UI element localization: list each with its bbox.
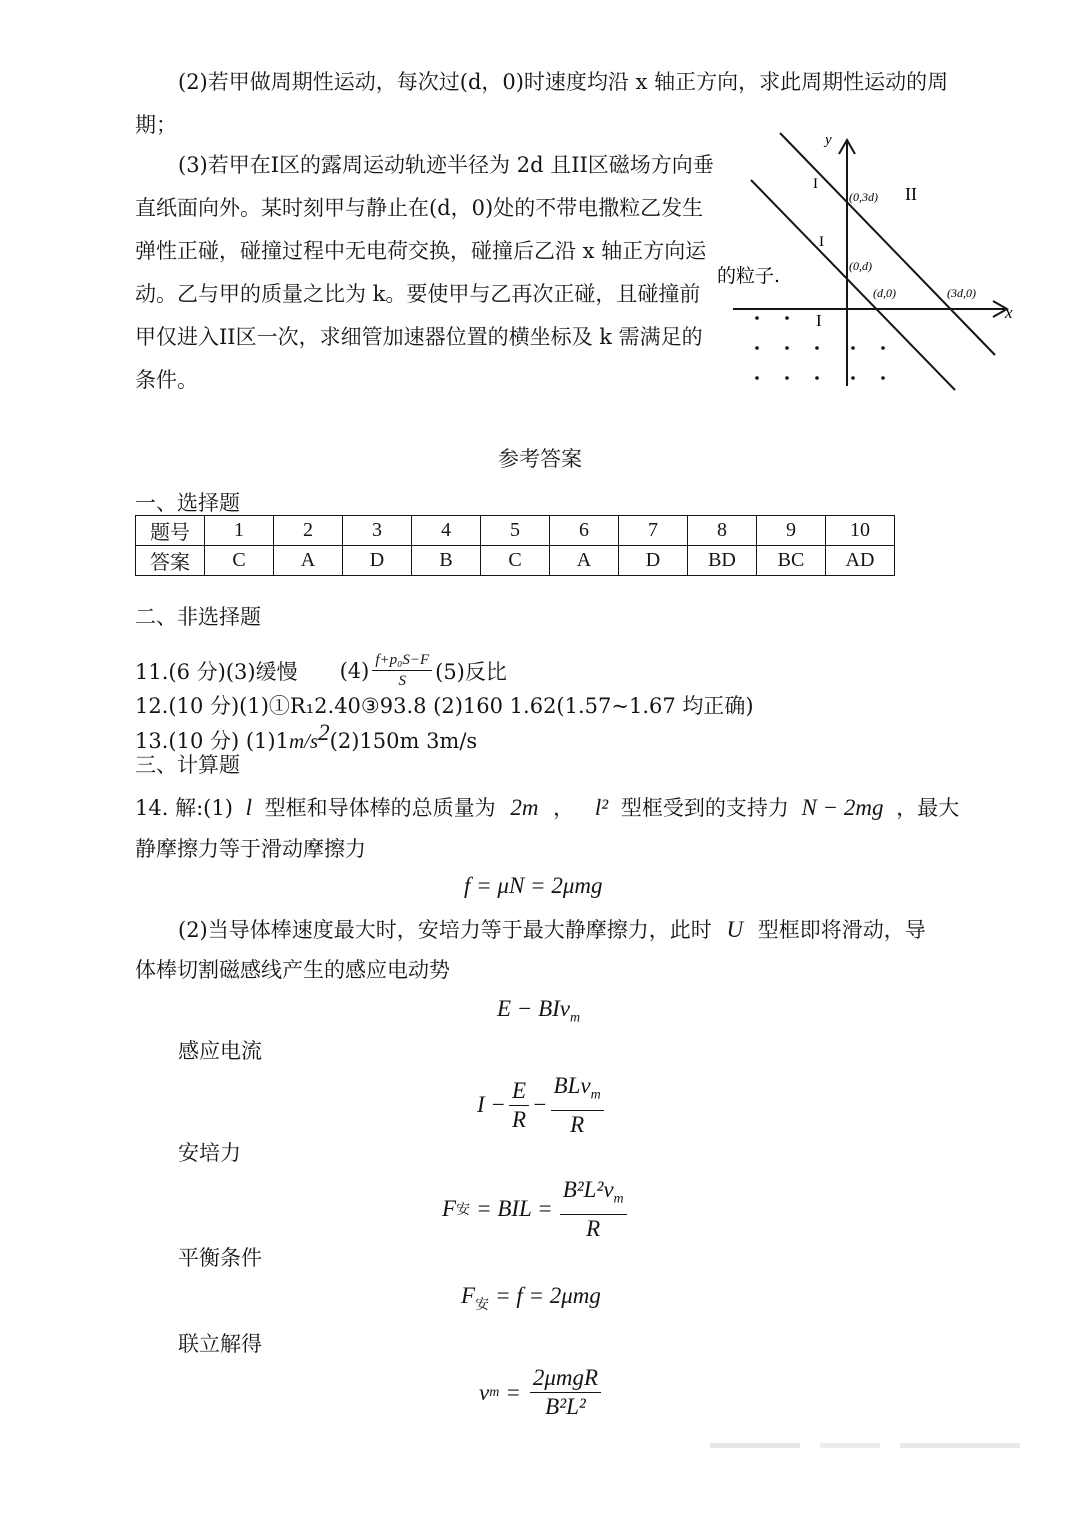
eq-velocity-eq: = — [505, 1379, 521, 1405]
eq-emf — [497, 996, 580, 1027]
table-cell: BC — [757, 546, 826, 576]
label-0-d: (0,d) — [849, 259, 872, 273]
q14-line1-e: ，最大 — [896, 796, 960, 820]
eq-current-frac2 — [551, 1074, 604, 1137]
eq-balance-sub: 安 — [475, 1296, 490, 1313]
eq-current-frac1 — [509, 1079, 529, 1132]
q13-line: 13.(10 分) $(1)1m/s^2(2)150m$ 3m/s — [135, 720, 478, 753]
eq-current-d1: R — [511, 1106, 526, 1132]
section-nonchoice: 二、非选择题 — [135, 605, 261, 629]
q14-part2-a: (2)当导体棒速度最大时，安培力等于最大静摩擦力，此时 — [178, 918, 712, 942]
table-cell: C — [205, 546, 274, 576]
table-cell: 5 — [481, 516, 550, 546]
table-cell: 9 — [757, 516, 826, 546]
table-cell: C — [481, 546, 550, 576]
q11-fraction — [372, 652, 432, 689]
problem-part3-line6: 条件。 — [135, 368, 198, 392]
eq-balance-rest: = f = 2μmg — [495, 1283, 601, 1308]
q14-line1-b: 型框和导体棒的总质量为 — [264, 796, 496, 820]
eq-current-left: I − — [477, 1092, 506, 1118]
q11-suffix: (5)反比 — [435, 659, 507, 684]
q13-unit: m/s — [288, 729, 319, 753]
q11-mid: (4) — [339, 658, 370, 683]
eq-emf-main: E − BIv — [497, 996, 570, 1021]
eq-ampere-num-sub: m — [613, 1191, 624, 1207]
table-cell: 1 — [205, 516, 274, 546]
eq-velocity-frac — [530, 1366, 601, 1419]
table-answer-label: 答案 — [136, 546, 205, 576]
answer-table — [135, 515, 895, 576]
eq-ampere-num: B²L²v — [562, 1177, 614, 1202]
table-cell: 8 — [688, 516, 757, 546]
q13-prefix: 13.(10 分) (1)1 — [135, 729, 289, 753]
x-axis-label: x — [1005, 303, 1013, 322]
table-cell: D — [619, 546, 688, 576]
eq-current — [477, 1074, 607, 1137]
eq-ampere-F: F — [442, 1196, 457, 1222]
eq-velocity-v: v — [479, 1379, 490, 1405]
eq-velocity-den: B²L² — [545, 1394, 586, 1419]
table-cell: 7 — [619, 516, 688, 546]
table-cell: 3 — [343, 516, 412, 546]
coordinate-figure — [715, 128, 1035, 393]
problem-part3-line2: 直纸面向外。某时刻甲与静止在(d，0)处的不带电撒粒乙发生 — [135, 196, 704, 220]
table-header-label: 题号 — [136, 516, 205, 546]
label-balance: 平衡条件 — [178, 1246, 262, 1270]
table-cell: 2 — [274, 516, 343, 546]
table-cell: A — [550, 546, 619, 576]
boundary-line-lower — [751, 180, 955, 390]
label-solve: 联立解得 — [178, 1332, 262, 1356]
cut-off-text: 的粒子. — [717, 265, 781, 287]
q13-suffix: (2)150m 3m/s — [329, 729, 478, 753]
table-row — [136, 516, 895, 546]
eq-ampere-mid: = BIL = — [476, 1196, 553, 1222]
eq-current-minus: − — [532, 1092, 548, 1118]
eq-ampere — [442, 1178, 630, 1241]
q14-N: N − 2mg — [801, 795, 884, 820]
q12-line: 12.(10 分)(1)①R₁2.40③93.8 (2)160 1.62(1.57~1.67 均正确) — [135, 694, 754, 718]
eq-current-sub: m — [590, 1087, 601, 1103]
eq-balance-F: F — [461, 1283, 476, 1308]
q14-part2-line2: 体棒切割磁感线产生的感应电动势 — [135, 958, 450, 982]
answers-title: 参考答案 — [498, 447, 582, 471]
eq-velocity-sub: m — [489, 1384, 500, 1400]
tick-mark-1: I — [813, 176, 818, 192]
eq-velocity — [479, 1366, 604, 1419]
problem-part2-line2: 期； — [135, 113, 177, 137]
label-ampere: 安培力 — [178, 1141, 241, 1165]
eq-ampere-frac — [560, 1178, 627, 1241]
problem-part2-line1: (2)若甲做周期性运动，每次过(d，0)时速度均沿 x 轴正方向，求此周期性运动的周 — [178, 70, 949, 94]
y-axis-label: y — [825, 132, 832, 148]
q11-line — [135, 652, 507, 689]
footer-watermark — [700, 1440, 1040, 1452]
eq-friction: f = μN = 2μmg — [464, 873, 603, 898]
table-cell: D — [343, 546, 412, 576]
q11-prefix: 11.(6 分)(3)缓慢 — [135, 659, 298, 684]
q14-line1-a: 14. 解:(1) — [135, 796, 233, 820]
q14-part2-b: 型框即将滑动，导 — [757, 918, 926, 942]
q11-denominator: S — [398, 673, 406, 689]
table-cell: 10 — [826, 516, 895, 546]
eq-current-n1: E — [509, 1079, 529, 1106]
eq-emf-sub: m — [570, 1010, 581, 1026]
eq-current-d2: R — [570, 1111, 585, 1137]
q14-part2-U: U — [726, 917, 744, 942]
q14-line1-c: ， — [553, 796, 575, 820]
eq-balance — [461, 1283, 601, 1314]
table-cell: A — [274, 546, 343, 576]
table-cell: 6 — [550, 516, 619, 546]
q14-l2: l² — [594, 795, 609, 820]
section-choice: 一、选择题 — [135, 491, 240, 515]
problem-part3-line5: 甲仅进入II区一次，求细管加速器位置的横坐标及 k 需满足的 — [135, 325, 703, 349]
tick-mark-2: I — [819, 234, 824, 250]
q14-2m: 2m — [510, 795, 539, 820]
eq-ampere-sub: 安 — [456, 1202, 471, 1219]
label-current: 感应电流 — [178, 1039, 262, 1063]
q14-l: l — [245, 795, 252, 820]
q14-line1 — [135, 792, 959, 822]
q14-part2-line1 — [178, 914, 926, 944]
table-cell: B — [412, 546, 481, 576]
q14-line2: 静摩擦力等于滑动摩擦力 — [135, 837, 366, 861]
eq-ampere-den: R — [586, 1215, 601, 1241]
label-0-3d: (0,3d) — [849, 190, 878, 204]
region-i-label: I — [816, 311, 822, 330]
q11-numerator: f+p₀S−F — [372, 652, 432, 671]
region-ii-label: II — [905, 184, 917, 204]
q14-line1-d: 型框受到的支持力 — [620, 796, 789, 820]
table-cell: AD — [826, 546, 895, 576]
eq-current-n2: BLv — [553, 1073, 591, 1098]
eq-velocity-num: 2μmgR — [530, 1366, 601, 1393]
label-3d-0: (3d,0) — [947, 286, 976, 300]
problem-part3-line1: (3)若甲在I区的露周运动轨迹半径为 2d 且II区磁场方向垂 — [178, 153, 714, 177]
table-cell: 4 — [412, 516, 481, 546]
problem-part3-line4: 动。乙与甲的质量之比为 k。要使甲与乙再次正碰，且碰撞前 — [135, 282, 701, 306]
section-calc: 三、计算题 — [135, 753, 240, 777]
table-row — [136, 546, 895, 576]
problem-part3-line3: 弹性正碰，碰撞过程中无电荷交换，碰撞后乙沿 x 轴正方向运 — [135, 239, 707, 263]
label-d-0: (d,0) — [873, 286, 896, 300]
table-cell: BD — [688, 546, 757, 576]
